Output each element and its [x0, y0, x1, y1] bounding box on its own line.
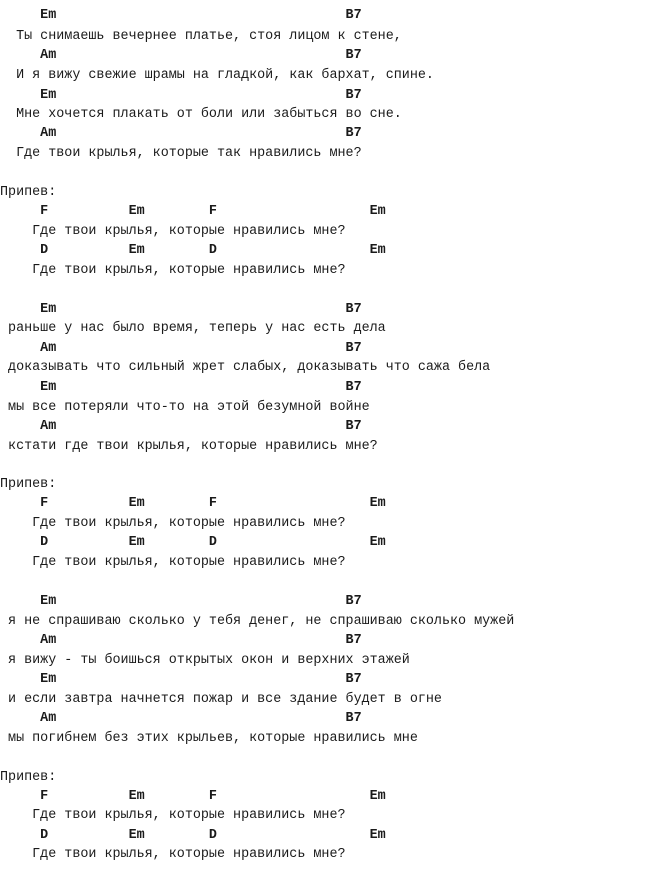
verse1-lyric-2: И я вижу свежие шрамы на гладкой, как бархат, спине. — [0, 68, 434, 83]
chorus2-label: Припев: — [0, 477, 57, 492]
verse2-lyric-4: кстати где твои крылья, которые нравились мне? — [0, 439, 378, 454]
verse3-chords-3: Em B7 — [0, 672, 362, 687]
chorus3-label: Припев: — [0, 770, 57, 785]
verse1-lyric-3: Мне хочется плакать от боли или забыться во сне. — [0, 107, 402, 122]
verse3-lyric-4: мы погибнем без этих крыльев, которые нравились мне — [0, 731, 418, 746]
verse3-chords-1: Em B7 — [0, 594, 362, 609]
verse2-lyric-2: доказывать что сильный жрет слабых, доказывать что сажа бела — [0, 360, 491, 375]
chorus3-lyric-1: Где твои крылья, которые нравились мне? — [0, 808, 346, 823]
chorus2-lyric-2: Где твои крылья, которые нравились мне? — [0, 555, 346, 570]
chorus1-chords-2: D Em D Em — [0, 243, 386, 258]
verse1-chords-1: Em B7 — [0, 8, 362, 23]
chorus2-chords-1: F Em F Em — [0, 496, 386, 511]
verse2-lyric-3: мы все потеряли что-то на этой безумной войне — [0, 400, 370, 415]
verse3-chords-2: Am B7 — [0, 633, 362, 648]
chorus3-chords-1: F Em F Em — [0, 789, 386, 804]
verse3-lyric-3: и если завтра начнется пожар и все здание будет в огне — [0, 692, 442, 707]
verse2-chords-1: Em B7 — [0, 302, 362, 317]
chorus2-lyric-1: Где твои крылья, которые нравились мне? — [0, 516, 346, 531]
chorus1-label: Припев: — [0, 185, 57, 200]
verse2-lyric-1: раньше у нас было время, теперь у нас есть дела — [0, 321, 386, 336]
verse1-lyric-1: Ты снимаешь вечернее платье, стоя лицом к стене, — [0, 29, 402, 44]
verse3-lyric-1: я не спрашиваю сколько у тебя денег, не спрашиваю сколько мужей — [0, 614, 515, 629]
verse1-chords-2: Am B7 — [0, 48, 362, 63]
chorus2-chords-2: D Em D Em — [0, 535, 386, 550]
chorus3-chords-2: D Em D Em — [0, 828, 386, 843]
verse1-chords-3: Em B7 — [0, 88, 362, 103]
verse2-chords-3: Em B7 — [0, 380, 362, 395]
chorus1-chords-1: F Em F Em — [0, 204, 386, 219]
verse3-chords-4: Am B7 — [0, 711, 362, 726]
chorus1-lyric-2: Где твои крылья, которые нравились мне? — [0, 263, 346, 278]
verse3-lyric-2: я вижу - ты боишься открытых окон и верхних этажей — [0, 653, 410, 668]
verse2-chords-2: Am B7 — [0, 341, 362, 356]
chorus3-lyric-2: Где твои крылья, которые нравились мне? — [0, 847, 346, 862]
verse1-chords-4: Am B7 — [0, 126, 362, 141]
chorus1-lyric-1: Где твои крылья, которые нравились мне? — [0, 224, 346, 239]
verse2-chords-4: Am B7 — [0, 419, 362, 434]
verse1-lyric-4: Где твои крылья, которые так нравились мне? — [0, 146, 362, 161]
